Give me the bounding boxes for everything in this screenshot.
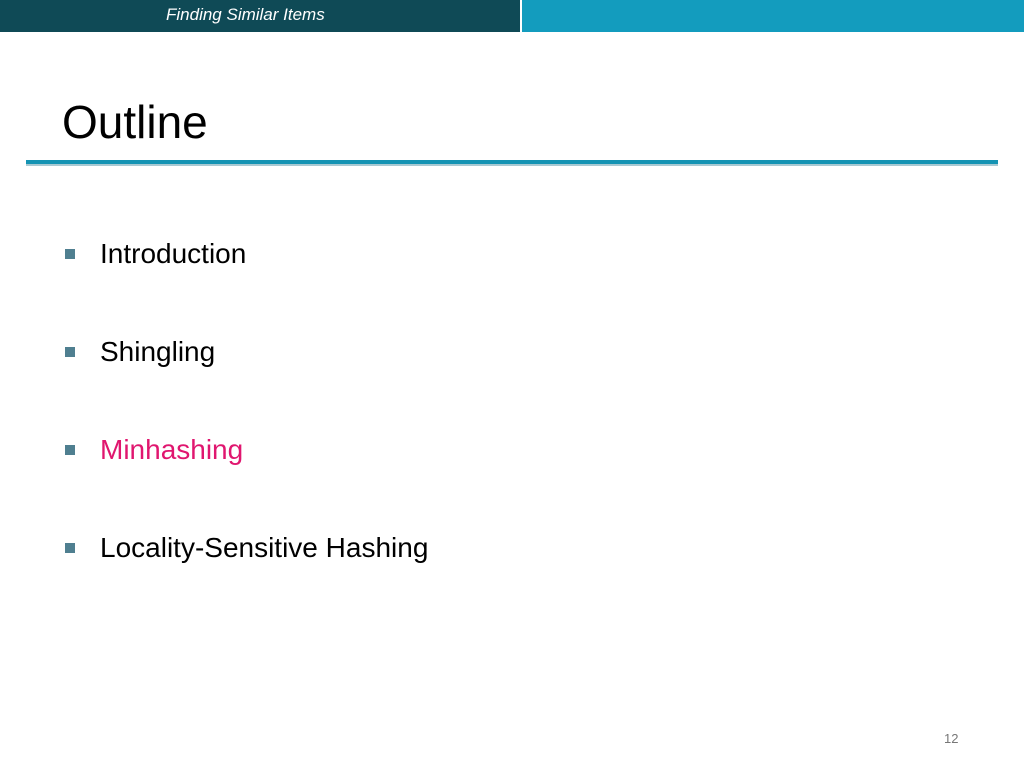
list-item-text: Introduction: [100, 238, 247, 269]
page-number: 12: [944, 731, 959, 746]
slide-title: Outline: [62, 96, 208, 148]
square-bullet-icon: [65, 249, 75, 259]
header-bar: [0, 0, 1024, 32]
square-bullet-icon: [65, 445, 75, 455]
square-bullet-icon: [65, 543, 75, 553]
square-bullet-icon: [65, 347, 75, 357]
list-item-text: Shingling: [100, 336, 216, 367]
header-title: Finding Similar Items: [166, 5, 325, 24]
title-underline-shadow: [26, 164, 998, 166]
header-bar-right: [522, 0, 1024, 32]
list-item-text-highlighted: Minhashing: [100, 434, 244, 465]
list-item-text: Locality-Sensitive Hashing: [100, 532, 429, 563]
